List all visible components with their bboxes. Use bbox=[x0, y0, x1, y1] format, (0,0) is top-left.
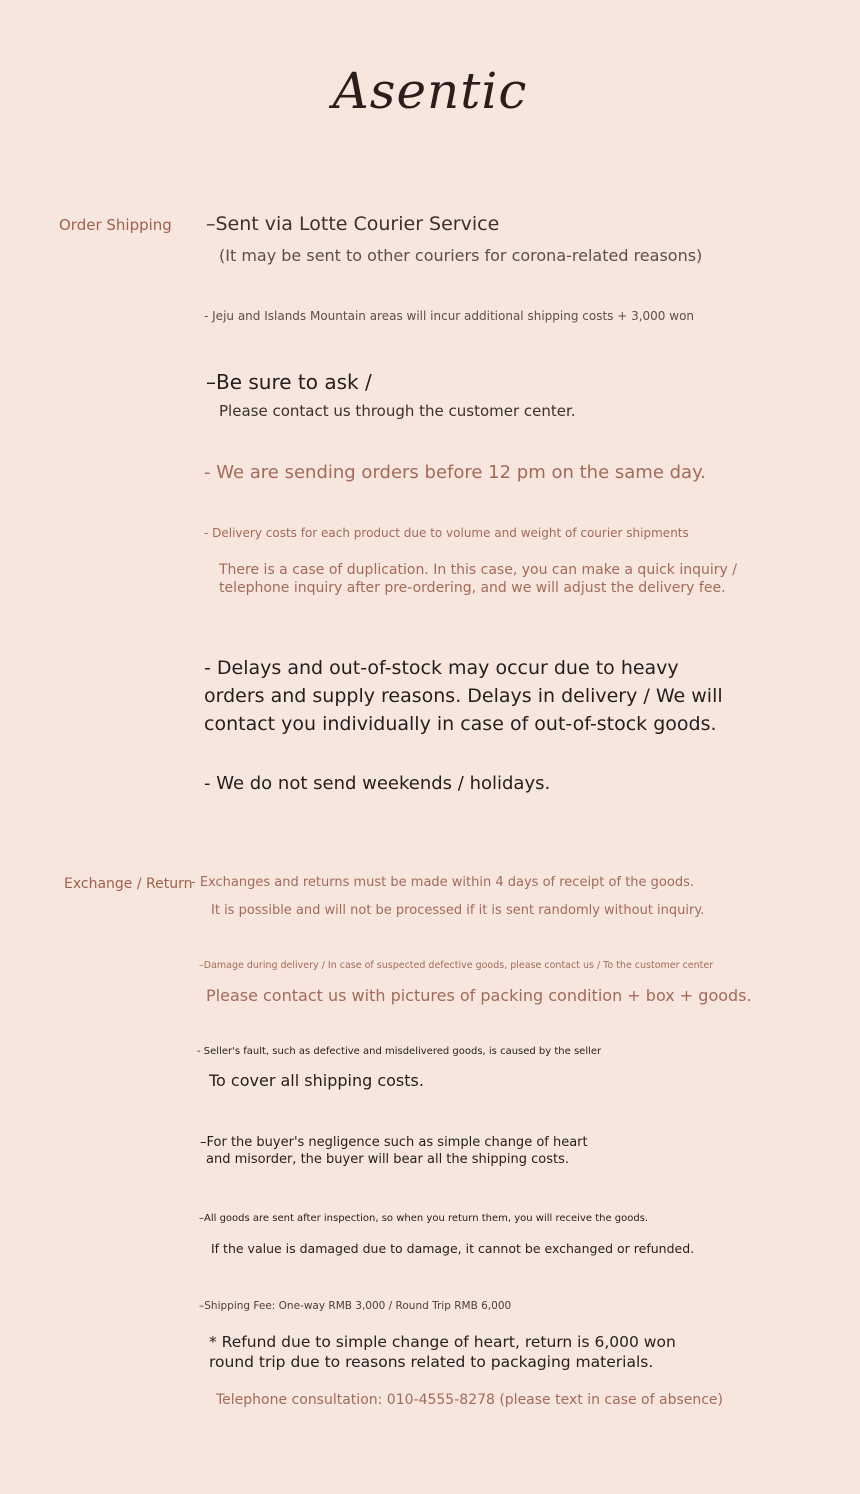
duplication-line-2: telephone inquiry after pre-ordering, and we will adjust the delivery fee. bbox=[219, 580, 726, 596]
duplication-note bbox=[219, 561, 737, 597]
buyer-note bbox=[200, 1134, 588, 1168]
damaged-value-note: If the value is damaged due to damage, it cannot be exchanged or refunded. bbox=[211, 1241, 695, 1256]
buyer-line-1: –For the buyer's negligence such as simple change of heart bbox=[200, 1135, 588, 1150]
buyer-line-2: and misorder, the buyer will bear all the shipping costs. bbox=[206, 1152, 570, 1167]
cover-costs-note: To cover all shipping costs. bbox=[209, 1071, 424, 1090]
ask-title: –Be sure to ask / bbox=[206, 370, 372, 394]
islands-fee-note: - Jeju and Islands Mountain areas will incur additional shipping costs + 3,000 won bbox=[204, 309, 695, 323]
same-day-note: - We are sending orders before 12 pm on the same day. bbox=[204, 462, 706, 483]
delays-line-1: - Delays and out-of-stock may occur due to heavy bbox=[204, 657, 679, 679]
within-days-note: - Exchanges and returns must be made within 4 days of receipt of the goods. bbox=[191, 875, 694, 890]
refund-note bbox=[209, 1332, 676, 1372]
courier-line: –Sent via Lotte Courier Service bbox=[206, 213, 500, 235]
section-label-order-shipping: Order Shipping bbox=[59, 216, 172, 234]
delays-note bbox=[204, 654, 723, 738]
brand-logo: Asentic bbox=[332, 62, 528, 120]
volume-note: - Delivery costs for each product due to volume and weight of courier shipments bbox=[204, 526, 689, 540]
pictures-note: Please contact us with pictures of packing condition + box + goods. bbox=[206, 986, 752, 1005]
ask-text: Please contact us through the customer center. bbox=[219, 402, 576, 420]
shipping-fee-note: –Shipping Fee: One-way RMB 3,000 / Round Trip RMB 6,000 bbox=[199, 1300, 512, 1312]
weekends-note: - We do not send weekends / holidays. bbox=[204, 773, 551, 794]
delays-line-3: contact you individually in case of out-of-stock goods. bbox=[204, 713, 717, 735]
telephone-consultation: Telephone consultation: 010-4555-8278 (please text in case of absence) bbox=[216, 1392, 724, 1408]
inspection-note: –All goods are sent after inspection, so when you return them, you will receive the goods. bbox=[199, 1213, 649, 1224]
seller-fault-note: - Seller's fault, such as defective and misdelivered goods, is caused by the seller bbox=[197, 1046, 602, 1057]
without-inquiry-note: It is possible and will not be processed if it is sent randomly without inquiry. bbox=[211, 903, 705, 918]
delays-line-2: orders and supply reasons. Delays in delivery / We will bbox=[204, 685, 723, 707]
section-label-exchange-return: Exchange / Return bbox=[64, 876, 193, 892]
refund-line-1: * Refund due to simple change of heart, return is 6,000 won bbox=[209, 1333, 676, 1351]
refund-line-2: round trip due to reasons related to packaging materials. bbox=[209, 1353, 654, 1371]
courier-note: (It may be sent to other couriers for corona-related reasons) bbox=[219, 246, 703, 265]
duplication-line-1: There is a case of duplication. In this case, you can make a quick inquiry / bbox=[219, 562, 737, 578]
damage-note: –Damage during delivery / In case of suspected defective goods, please contact us / To the customer center bbox=[199, 960, 714, 971]
